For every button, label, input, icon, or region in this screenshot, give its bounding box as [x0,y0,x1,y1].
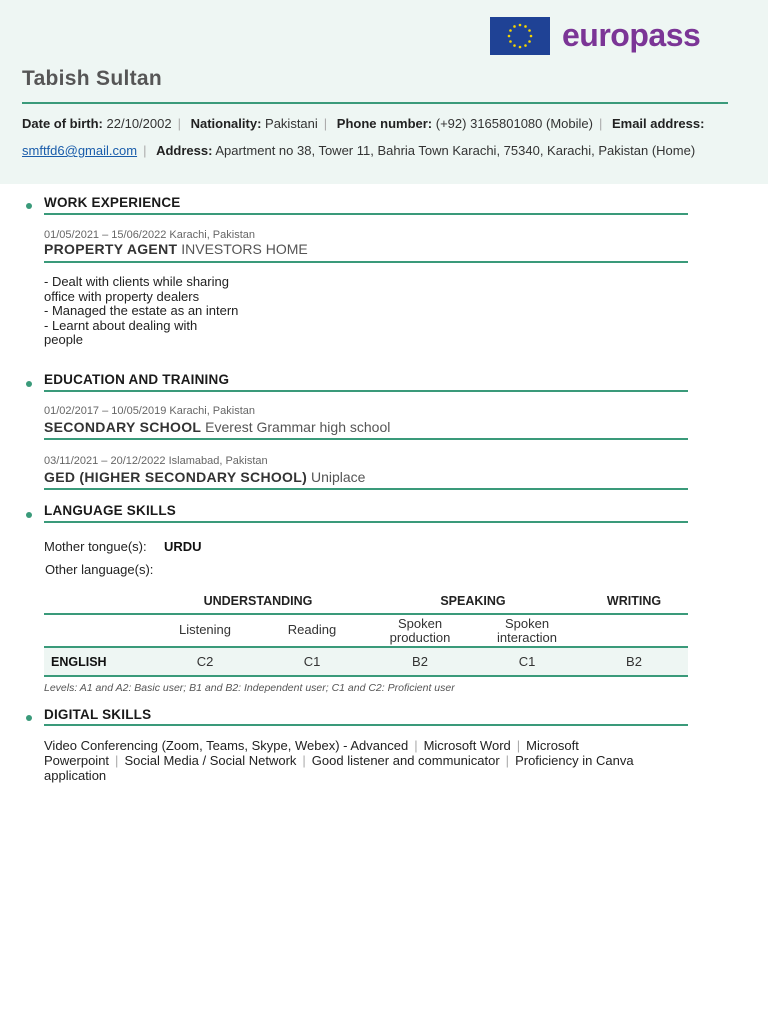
header-understanding: UNDERSTANDING [203,594,313,608]
table-divider [44,613,688,615]
subheader-text: Spoken [504,616,550,631]
education-organization: Uniplace [310,469,366,485]
section-divider [44,521,688,523]
mother-tongue-value: URDU [164,539,202,554]
eu-star [528,29,531,32]
work-desc-line: - Dealt with clients while sharing [44,274,229,289]
education-entry [44,419,390,435]
email-link[interactable]: smftfd6@gmail.com [22,143,138,158]
eu-star [509,40,512,43]
work-description [44,275,238,348]
separator: | [505,753,510,768]
eu-flag-stars [490,17,550,55]
nationality-label: Nationality: [190,116,262,131]
separator: | [115,753,119,768]
eu-star [519,24,522,27]
work-desc-line: - Managed the estate as an intern [44,303,239,319]
personal-info-row-2 [22,143,695,158]
table-divider [44,675,688,677]
eu-star [513,44,516,47]
education-organization: Everest Grammar high school [205,419,391,435]
work-desc-line: people [44,332,84,348]
level-reading: C1 [303,654,321,669]
section-bullet-icon [26,381,32,387]
eu-star [528,40,531,43]
separator: | [302,753,306,768]
section-divider [44,724,688,726]
section-bullet-icon [26,512,32,518]
person-name: Tabish Sultan [22,67,163,90]
level-spoken-production: B2 [412,654,428,669]
phone-label: Phone number: [336,116,433,131]
entry-divider [44,488,688,490]
eu-star [524,44,527,47]
work-desc-line: - Learnt about dealing with [44,317,198,333]
skill-item: Video Conferencing (Zoom, Teams, Skype, Webex) - Advanced [44,738,409,753]
work-meta: 01/05/2021 – 15/06/2022 Karachi, Pakistan [44,229,255,241]
separator: | [143,143,147,158]
skill-item: Microsoft Powerpoint [44,738,579,768]
levels-note: Levels: A1 and A2: Basic user; B1 and B2: Independent user; C1 and C2: Proficient user [44,682,455,694]
dob-value: 22/10/2002 [106,116,172,131]
header-speaking: SPEAKING [440,594,506,608]
phone-value: (+92) 3165801080 (Mobile) [435,116,593,131]
language-name: ENGLISH [51,655,107,669]
dob-label: Date of birth: [22,116,103,131]
entry-divider [44,438,688,440]
level-writing: B2 [626,654,642,669]
address-value: Apartment no 38, Tower 11, Bahria Town Karachi, 75340, Karachi, Pakistan (Home) [215,143,696,158]
skill-item: Social Media / Social Network [124,753,297,768]
eu-star [509,29,512,32]
email-label: Email address: [611,116,705,131]
subheader-spoken-production [368,617,472,645]
entry-divider [44,261,688,263]
separator: | [414,738,418,753]
work-role-title: PROPERTY AGENT [44,241,178,257]
education-entry [44,469,365,485]
name-divider [22,102,728,104]
other-languages-label: Other language(s): [45,562,154,577]
digital-section-title: DIGITAL SKILLS [44,707,152,722]
education-meta: 03/11/2021 – 20/12/2022 Islamabad, Pakistan [44,455,268,467]
subheader-text: interaction [497,630,557,645]
section-bullet-icon [26,715,32,721]
separator: | [516,738,521,753]
subheader-text: Spoken [397,616,443,631]
separator: | [598,116,603,131]
skill-item: Microsoft Word [423,738,511,753]
education-title: SECONDARY SCHOOL [44,419,202,435]
work-organization: INVESTORS HOME [181,241,308,257]
eu-star [513,25,516,28]
nationality-value: Pakistani [265,116,318,131]
level-spoken-interaction: C1 [518,654,536,669]
eu-star [519,46,522,49]
education-section-title: EDUCATION AND TRAINING [44,372,230,387]
subheader-spoken-interaction [476,617,578,645]
skill-item: Good listener and communicator [311,753,500,768]
education-title: GED (HIGHER SECONDARY SCHOOL) [44,469,308,485]
mother-tongue-label: Mother tongue(s): [44,539,147,554]
subheader-listening: Listening [178,622,232,637]
work-role [44,241,308,257]
europass-logo: europass [562,17,701,53]
education-meta: 01/02/2017 – 10/05/2019 Karachi, Pakistan [44,405,255,417]
personal-info-row-1 [22,116,704,131]
eu-flag-icon [490,17,550,55]
level-listening: C2 [196,654,214,669]
digital-skills-list [44,738,684,783]
header-writing: WRITING [606,594,662,608]
separator: | [177,116,181,131]
subheader-reading: Reading [287,622,337,637]
subheader-text: production [389,630,451,645]
address-label: Address: [156,143,213,158]
language-section-title: LANGUAGE SKILLS [44,503,177,518]
section-divider [44,213,688,215]
eu-star [524,25,527,28]
work-section-title: WORK EXPERIENCE [44,195,181,210]
eu-star [508,35,511,38]
section-bullet-icon [26,203,32,209]
separator: | [323,116,328,131]
skill-item: Proficiency in Canva application [44,753,634,783]
section-divider [44,390,688,392]
work-desc-line: office with property dealers [44,288,200,304]
eu-star [530,35,533,38]
